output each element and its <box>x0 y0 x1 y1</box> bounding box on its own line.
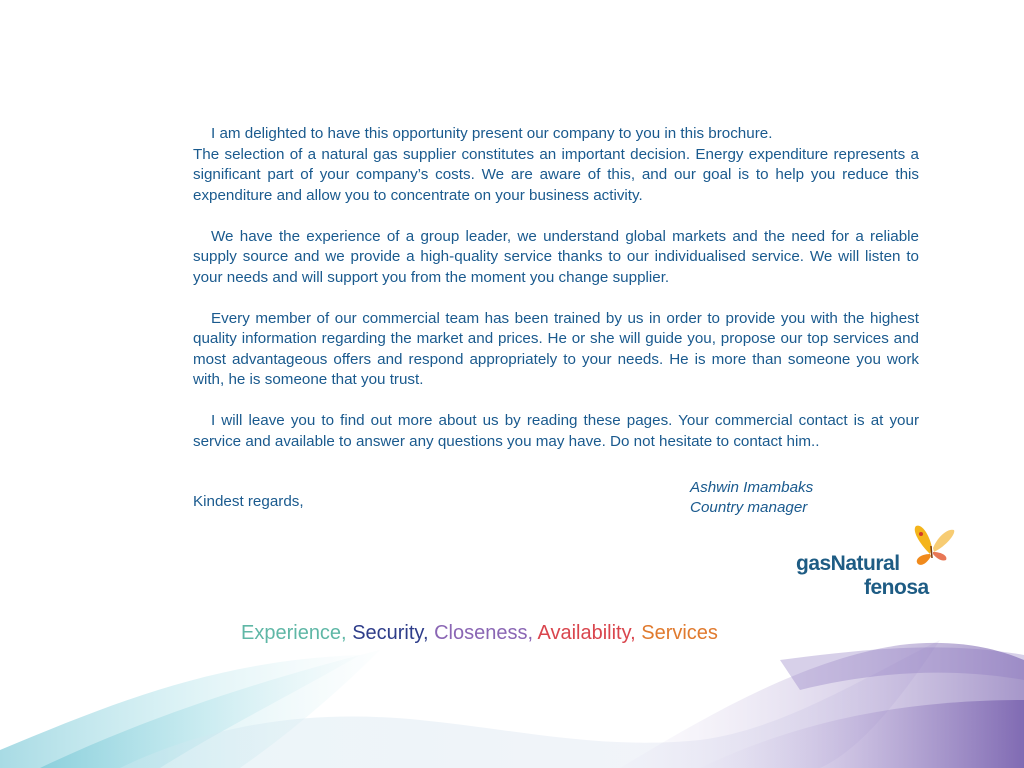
tagline-experience: Experience, <box>241 622 347 644</box>
letter-paragraph-intro: I am delighted to have this opportunity present our company to you in this brochure. <box>211 125 773 142</box>
letter-paragraph-selection: The selection of a natural gas supplier constitutes an important decision. Energy expenditure represents a significant part of your company’s costs. We are aware of this, and our goal is to help you reduce this expenditure and allow you to concentrate on your business activity. <box>193 145 919 204</box>
letter-body <box>193 124 919 452</box>
letter-paragraph-contact: I will leave you to find out more about us by reading these pages. Your commercial contact is at your service and available to answer any questions you may have. Do not hesitate to contact him.. <box>193 412 919 450</box>
logo-wordmark-line1: gasNatural <box>796 552 900 575</box>
tagline-services: Services <box>641 622 718 644</box>
company-logo <box>792 524 962 606</box>
letter-paragraph-team: Every member of our commercial team has been trained by us in order to provide you with the highest quality information regarding the market and prices. He or she will guide you, propose our top services and most advantageous offers and respond appropriately to your needs. He is more than someone you work with, he is someone that you trust. <box>193 309 919 388</box>
signature-block <box>690 478 813 518</box>
tagline-closeness: Closeness, <box>434 622 534 644</box>
letter-closing: Kindest regards, <box>193 493 304 510</box>
letter-paragraph-experience: We have the experience of a group leader, we understand global markets and the need for a reliable supply source and we provide a high-quality service thanks to our individualised service. We will listen to your needs and will support you from the moment you change supplier. <box>193 227 919 286</box>
butterfly-icon <box>908 524 956 568</box>
signature-title: Country manager <box>690 499 808 516</box>
signature-name: Ashwin Imambaks <box>690 479 814 496</box>
tagline-availability: Availability, <box>537 622 636 644</box>
tagline-security: Security, <box>352 622 429 644</box>
decorative-waves <box>0 600 1024 768</box>
logo-wordmark-line2: fenosa <box>864 576 929 599</box>
